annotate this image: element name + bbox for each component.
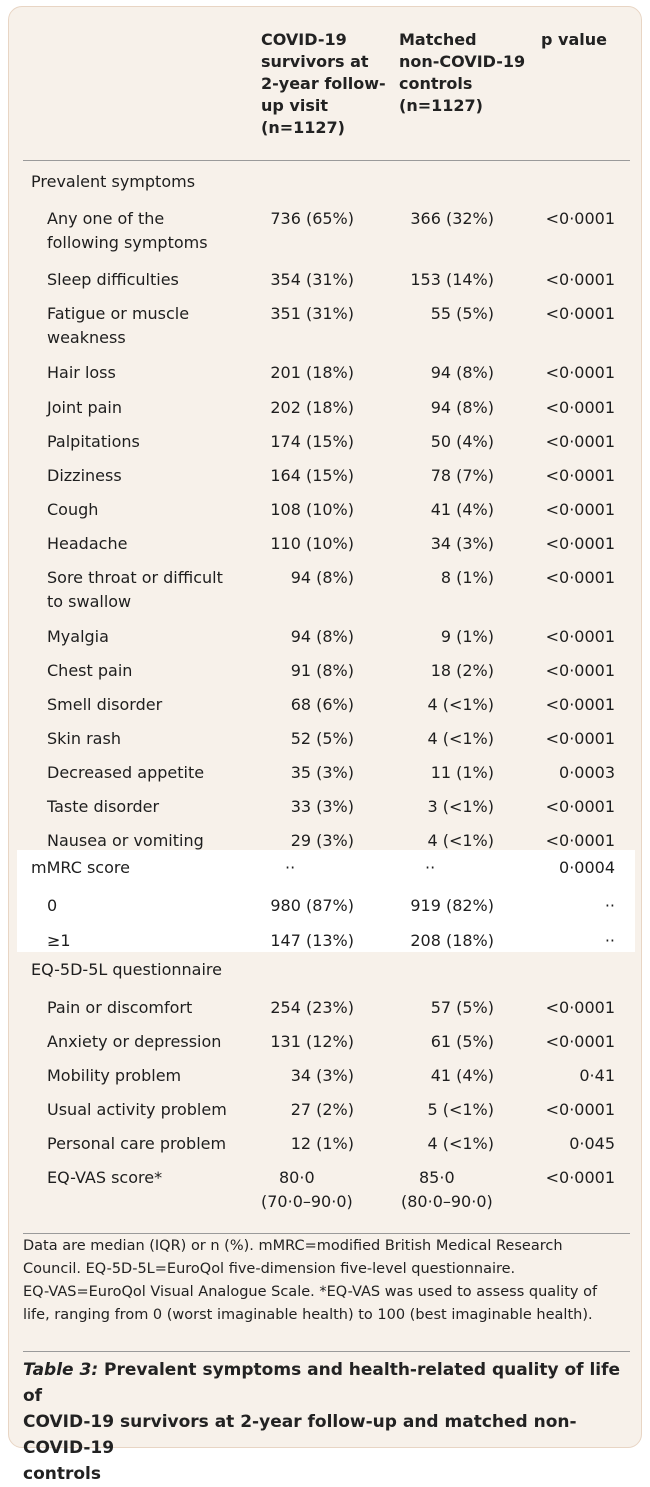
p-value: <0·0001 xyxy=(545,797,615,816)
p-value: <0·0001 xyxy=(545,568,615,587)
p-value: <0·0001 xyxy=(545,661,615,680)
header-divider xyxy=(23,160,630,161)
control-value: 4 (<1%) xyxy=(427,831,494,850)
covid-value: 91 (8%) xyxy=(290,661,354,680)
section-eq5d: EQ-5D-5L questionnaire xyxy=(31,960,222,979)
row-label: Pain or discomfort xyxy=(47,998,193,1017)
row-label: Skin rash xyxy=(47,729,121,748)
control-value: 50 (4%) xyxy=(430,432,494,451)
covid-value: 68 (6%) xyxy=(290,695,354,714)
row-label: Cough xyxy=(47,500,99,519)
p-value: <0·0001 xyxy=(545,1100,615,1119)
covid-value: 94 (8%) xyxy=(290,627,354,646)
covid-value: 110 (10%) xyxy=(270,534,354,553)
p-value: <0·0001 xyxy=(545,534,615,553)
control-value: 11 (1%) xyxy=(430,763,494,782)
control-value: 5 (<1%) xyxy=(427,1100,494,1119)
control-value: 85·0 (80·0–90·0) xyxy=(401,1168,493,1211)
table-panel: COVID-19 survivors at 2-year follow- up visit (n=1127) Matched non-COVID-19 controls (n=1127) p value Prevalent symptoms mMRC score ·· ·· 0·0004 EQ-5D-5L questionnaire Any one of the following symptoms 736 (65%) 366 (32%) <0·0001 Sleep difficulties 354 (31%) 153 (14%) <0·0001 Fatigue or muscle weakness 351 (31%) 55 (5%) <0·0001 Hair loss 201 (18%) 94 (8%) <0·0001 Joint pain 202 (18%) 94 (8%) <0·0001 Palpitations 174 (15%) 50 (4%) <0·0001 Dizziness 164 (15%) 78 (7%) <0·0001 Cough 108 (10%) 41 (4%) <0·0001 Headache 110 (10%) 34 (3%) <0·0001 Sore throat or difficult to swallow 94 (8%) 8 (1%) <0·0001 Myalgia 94 (8%) 9 (1%) <0·0001 Chest pain 91 (8%) 18 (2%) <0·0001 Smell disorder 68 (6%) 4 (<1%) <0·0001 Skin rash 52 (5%) 4 (<1%) <0·0001 Decreased appetite 35 (3%) 11 (1%) 0·0003 Taste disorder 33 (3%) 3 (<1%) <0·0001 Nausea or vomiting 29 (3%) 4 (<1%) <0·0001 0 980 (87%) 919 (82%) ·· ≥1 147 (13%) 208 (18%) ·· Pain or discomfort 254 (23%) 57 (5%) <0·0001 Anxiety or depression 131 (12%) 61 (5%) <0·0001 Mobility problem 34 (3%) 41 (4%) 0·41 Usual activity problem 27 (2%) 5 (<1%) <0·0001 Personal care problem 12 (1%) 4 (<1%) 0·045 EQ-VAS score* 80·0 (70·0–90·0) 85·0 (80·0–90·0) <0·0001 Data are median (IQR) or n (%). mMRC=modified British Medical Research Council. EQ-5D-5L=EuroQol five-dimension five-level questionnaire. EQ-VAS=EuroQol Visual Analogue Scale. *EQ-VAS was used to assess quality of life, ranging from 0 (worst imaginable health) to 100 (best imaginable health). Table 3: Prevalent symptoms and health-related quality of life of COVID-19 survivors at 2-year follow-up and matched non-COVID-19 controls xyxy=(8,6,642,1448)
p-value: <0·0001 xyxy=(545,1032,615,1051)
covid-value: 736 (65%) xyxy=(270,209,354,228)
p-value: <0·0001 xyxy=(545,627,615,646)
control-value: 55 (5%) xyxy=(430,304,494,323)
p-value: 0·045 xyxy=(569,1134,615,1153)
row-label: Decreased appetite xyxy=(47,763,205,782)
header-controls: Matched non-COVID-19 controls (n=1127) xyxy=(399,30,526,115)
control-value: 94 (8%) xyxy=(430,363,494,382)
p-value: 0·41 xyxy=(579,1066,615,1085)
row-label: Fatigue or muscle weakness xyxy=(47,304,190,347)
control-value: 153 (14%) xyxy=(410,270,494,289)
control-value: 3 (<1%) xyxy=(427,797,494,816)
section-mmrc-score: mMRC score xyxy=(31,858,130,877)
control-value: 94 (8%) xyxy=(430,398,494,417)
control-value: 366 (32%) xyxy=(410,209,494,228)
covid-value: 35 (3%) xyxy=(290,763,354,782)
row-label: 0 xyxy=(47,896,58,915)
covid-value: 354 (31%) xyxy=(270,270,354,289)
covid-value: 254 (23%) xyxy=(270,998,354,1017)
p-value: <0·0001 xyxy=(545,270,615,289)
p-value: <0·0001 xyxy=(545,398,615,417)
table-bottom-divider xyxy=(23,1233,630,1234)
table-caption: Table 3: Prevalent symptoms and health-related quality of life of COVID-19 survivors at 2-year follow-up and matched non-COVID-19 controls xyxy=(23,1360,621,1484)
row-label: Smell disorder xyxy=(47,695,163,714)
covid-value: 52 (5%) xyxy=(290,729,354,748)
p-value: <0·0001 xyxy=(545,695,615,714)
control-value: 34 (3%) xyxy=(430,534,494,553)
covid-value: 201 (18%) xyxy=(270,363,354,382)
control-value: 78 (7%) xyxy=(430,466,494,485)
control-value: 4 (<1%) xyxy=(427,1134,494,1153)
row-label: ≥1 xyxy=(47,931,71,950)
control-value: 41 (4%) xyxy=(430,500,494,519)
covid-value: 351 (31%) xyxy=(270,304,354,323)
row-label: Sleep difficulties xyxy=(47,270,179,289)
row-label: Joint pain xyxy=(47,398,122,417)
caption-divider xyxy=(23,1351,630,1352)
row-label: Dizziness xyxy=(47,466,122,485)
covid-value: 174 (15%) xyxy=(270,432,354,451)
p-value: ·· xyxy=(604,896,615,915)
header-covid-survivors: COVID-19 survivors at 2-year follow- up visit (n=1127) xyxy=(261,30,386,137)
section-prevalent-symptoms: Prevalent symptoms xyxy=(31,172,196,191)
p-value: <0·0001 xyxy=(545,304,615,323)
covid-value: 131 (12%) xyxy=(270,1032,354,1051)
control-value: 9 (1%) xyxy=(440,627,494,646)
row-label: Anxiety or depression xyxy=(47,1032,222,1051)
footnote: Data are median (IQR) or n (%). mMRC=modified British Medical Research Council. EQ-5D-5L=EuroQol five-dimension five-level questionnaire. EQ-VAS=EuroQol Visual Analogue Scale. *EQ-VAS was used to assess quality of life, ranging from 0 (worst imaginable health) to 100 (best imaginable health). xyxy=(23,1238,598,1323)
row-label: Personal care problem xyxy=(47,1134,227,1153)
control-value: 18 (2%) xyxy=(430,661,494,680)
p-value: <0·0001 xyxy=(545,831,615,850)
p-value: ·· xyxy=(604,931,615,950)
row-label: Usual activity problem xyxy=(47,1100,227,1119)
caption-label: Table 3: xyxy=(23,1360,99,1380)
p-value: <0·0001 xyxy=(545,998,615,1017)
covid-value: 27 (2%) xyxy=(290,1100,354,1119)
row-label: Nausea or vomiting xyxy=(47,831,204,850)
header-p-value: p value xyxy=(541,30,607,49)
row-label: Taste disorder xyxy=(47,797,160,816)
control-value: 4 (<1%) xyxy=(427,695,494,714)
control-value: 41 (4%) xyxy=(430,1066,494,1085)
covid-value: 980 (87%) xyxy=(270,896,354,915)
row-label: Mobility problem xyxy=(47,1066,182,1085)
row-label: Headache xyxy=(47,534,128,553)
p-value: <0·0001 xyxy=(545,209,615,228)
covid-value: 202 (18%) xyxy=(270,398,354,417)
p-value: <0·0001 xyxy=(545,432,615,451)
covid-value: 12 (1%) xyxy=(290,1134,354,1153)
control-value: 57 (5%) xyxy=(430,998,494,1017)
p-value: <0·0001 xyxy=(545,466,615,485)
p-value: <0·0001 xyxy=(545,729,615,748)
row-label: Myalgia xyxy=(47,627,109,646)
p-value: <0·0001 xyxy=(545,500,615,519)
row-label: Palpitations xyxy=(47,432,140,451)
covid-value: 94 (8%) xyxy=(290,568,354,587)
row-label: Any one of the following symptoms xyxy=(47,209,208,252)
covid-value: 164 (15%) xyxy=(270,466,354,485)
row-label: Hair loss xyxy=(47,363,116,382)
p-value: 0·0003 xyxy=(559,763,615,782)
control-value: 61 (5%) xyxy=(430,1032,494,1051)
covid-value: 34 (3%) xyxy=(290,1066,354,1085)
control-value: 919 (82%) xyxy=(410,896,494,915)
covid-value: 80·0 (70·0–90·0) xyxy=(261,1168,353,1211)
row-label: EQ-VAS score* xyxy=(47,1168,163,1187)
covid-value: 147 (13%) xyxy=(270,931,354,950)
control-value: 4 (<1%) xyxy=(427,729,494,748)
p-value: <0·0001 xyxy=(545,1168,615,1187)
covid-value: 108 (10%) xyxy=(270,500,354,519)
control-value: 8 (1%) xyxy=(440,568,494,587)
row-label: Sore throat or difficult to swallow xyxy=(47,568,223,611)
covid-value: 29 (3%) xyxy=(290,831,354,850)
covid-value: 33 (3%) xyxy=(290,797,354,816)
row-label: Chest pain xyxy=(47,661,133,680)
control-value: 208 (18%) xyxy=(410,931,494,950)
p-value: <0·0001 xyxy=(545,363,615,382)
